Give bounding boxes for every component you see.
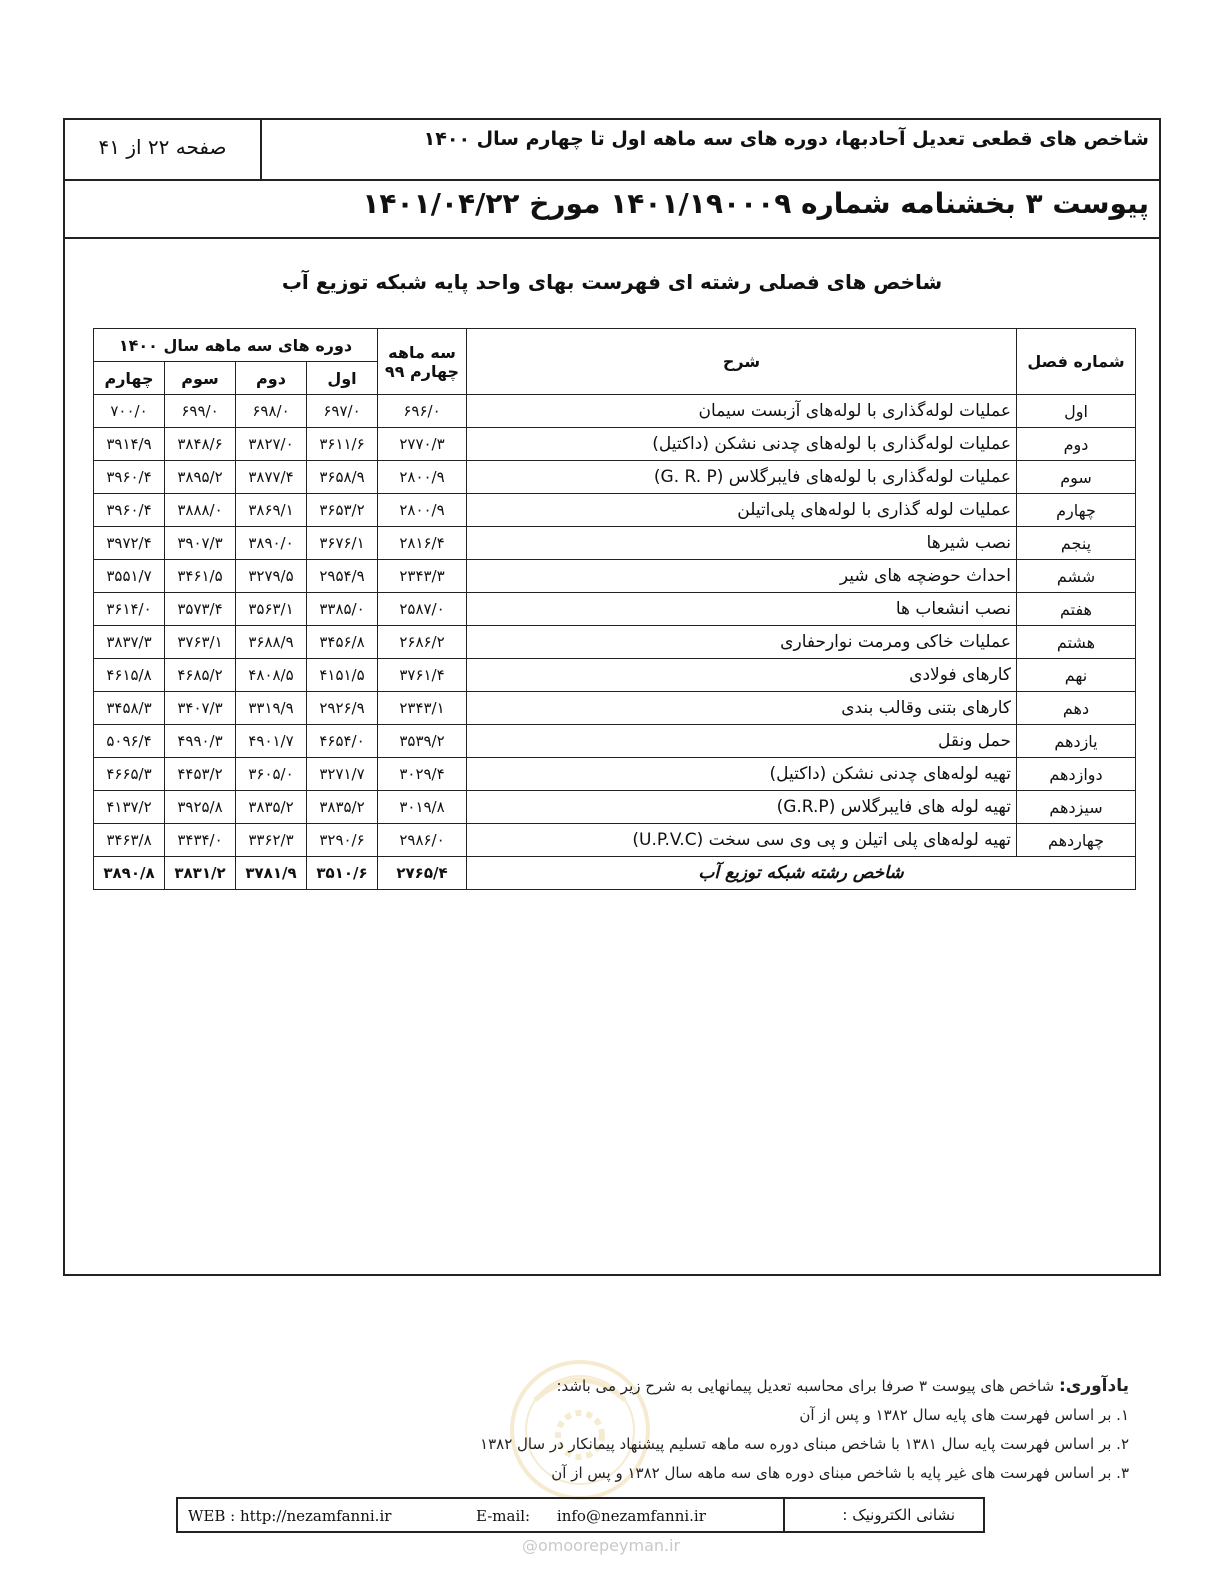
q2-cell: ۶۹۸/۰ <box>236 395 307 428</box>
q4-cell: ۳۴۵۸/۳ <box>94 692 165 725</box>
table-row <box>94 395 1136 428</box>
q4-99-cell: ۳۰۱۹/۸ <box>378 791 467 824</box>
q4-99-cell: ۲۵۸۷/۰ <box>378 593 467 626</box>
q2-cell: ۳۸۳۵/۲ <box>236 791 307 824</box>
q2-cell: ۳۸۲۷/۰ <box>236 428 307 461</box>
col-group-1400: دوره های سه ماهه سال ۱۴۰۰ <box>94 329 378 362</box>
q3-cell: ۳۴۶۱/۵ <box>165 560 236 593</box>
q4-99-cell: ۲۷۷۰/۳ <box>378 428 467 461</box>
q1-cell: ۳۶۷۶/۱ <box>307 527 378 560</box>
q3-cell: ۴۴۵۳/۲ <box>165 758 236 791</box>
chapter-cell: دهم <box>1017 692 1136 725</box>
description-cell: حمل ونقل <box>467 725 1017 758</box>
col-header-q3: سوم <box>165 362 236 395</box>
table-body <box>94 395 1136 890</box>
q2-cell: ۳۶۰۵/۰ <box>236 758 307 791</box>
table-title: شاخص های فصلی رشته ای فهرست بهای واحد پایه شبکه توزیع آب <box>281 270 943 294</box>
notes-intro: شاخص های پیوست ۳ صرفا برای محاسبه تعدیل پیمانهایی به شرح زیر می باشد: <box>556 1377 1055 1395</box>
total-row <box>94 857 1136 890</box>
chapter-cell: یازدهم <box>1017 725 1136 758</box>
annex-row <box>65 181 1159 239</box>
chapter-cell: پنجم <box>1017 527 1136 560</box>
q1-cell: ۴۶۵۴/۰ <box>307 725 378 758</box>
q3-cell: ۳۴۳۴/۰ <box>165 824 236 857</box>
q4-cell: ۳۹۶۰/۴ <box>94 494 165 527</box>
description-cell: عملیات لوله‌گذاری با لوله‌های فایبرگلاس (G. R. P) <box>467 461 1017 494</box>
q4-99-cell: ۳۰۲۹/۴ <box>378 758 467 791</box>
col-header-q4: چهارم <box>94 362 165 395</box>
description-cell: نصب انشعاب ها <box>467 593 1017 626</box>
q3-cell: ۳۹۰۷/۳ <box>165 527 236 560</box>
q4-cell: ۳۴۶۳/۸ <box>94 824 165 857</box>
q2-cell: ۳۳۶۲/۳ <box>236 824 307 857</box>
watermark-url: @omoorepeyman.ir <box>522 1536 681 1555</box>
q2-cell: ۳۲۷۹/۵ <box>236 560 307 593</box>
index-table <box>93 328 1136 890</box>
q4-cell: ۴۶۶۵/۳ <box>94 758 165 791</box>
chapter-cell: چهارم <box>1017 494 1136 527</box>
q4-99-cell: ۲۳۴۳/۱ <box>378 692 467 725</box>
q4-cell: ۴۱۳۷/۲ <box>94 791 165 824</box>
q2-cell: ۴۸۰۸/۵ <box>236 659 307 692</box>
q4-99-cell: ۲۶۸۶/۲ <box>378 626 467 659</box>
total-description-cell: شاخص رشته شبکه توزیع آب <box>467 857 1136 890</box>
chapter-cell: هفتم <box>1017 593 1136 626</box>
chapter-cell: اول <box>1017 395 1136 428</box>
total-q3-cell: ۳۸۳۱/۲ <box>165 857 236 890</box>
q2-cell: ۳۸۷۷/۴ <box>236 461 307 494</box>
q2-cell: ۴۹۰۱/۷ <box>236 725 307 758</box>
description-cell: نصب شیرها <box>467 527 1017 560</box>
q1-cell: ۳۶۵۳/۲ <box>307 494 378 527</box>
q2-cell: ۳۶۸۸/۹ <box>236 626 307 659</box>
q2-cell: ۳۳۱۹/۹ <box>236 692 307 725</box>
col-header-q2: دوم <box>236 362 307 395</box>
q4-cell: ۳۸۳۷/۳ <box>94 626 165 659</box>
table-row <box>94 725 1136 758</box>
total-q1-cell: ۳۵۱۰/۶ <box>307 857 378 890</box>
q3-cell: ۳۹۲۵/۸ <box>165 791 236 824</box>
q4-cell: ۳۹۶۰/۴ <box>94 461 165 494</box>
q4-cell: ۳۹۱۴/۹ <box>94 428 165 461</box>
col-header-chapter: شماره فصل <box>1017 329 1136 395</box>
q4-cell: ۳۶۱۴/۰ <box>94 593 165 626</box>
table-row <box>94 560 1136 593</box>
page-frame <box>63 118 1161 1276</box>
footer-email-label: E-mail: <box>476 1507 531 1525</box>
description-cell: عملیات خاکی ومرمت نوارحفاری <box>467 626 1017 659</box>
description-cell: کارهای فولادی <box>467 659 1017 692</box>
q4-99-cell: ۲۳۴۳/۳ <box>378 560 467 593</box>
q3-cell: ۳۸۸۸/۰ <box>165 494 236 527</box>
description-cell: تهیه لوله‌های چدنی نشکن (داکتیل) <box>467 758 1017 791</box>
chapter-cell: ششم <box>1017 560 1136 593</box>
table-row <box>94 626 1136 659</box>
q4-cell: ۳۹۷۲/۴ <box>94 527 165 560</box>
q1-cell: ۴۱۵۱/۵ <box>307 659 378 692</box>
q4-cell: ۳۵۵۱/۷ <box>94 560 165 593</box>
q2-cell: ۳۸۹۰/۰ <box>236 527 307 560</box>
table-row <box>94 824 1136 857</box>
table-row <box>94 461 1136 494</box>
description-cell: عملیات لوله‌گذاری با لوله‌های آزبست سیمان <box>467 395 1017 428</box>
q4-99-cell: ۳۷۶۱/۴ <box>378 659 467 692</box>
chapter-cell: چهاردهم <box>1017 824 1136 857</box>
q4-99-cell: ۲۹۸۶/۰ <box>378 824 467 857</box>
notes-intro-line <box>380 1372 1129 1401</box>
table-row <box>94 758 1136 791</box>
q3-cell: ۴۶۸۵/۲ <box>165 659 236 692</box>
chapter-cell: نهم <box>1017 659 1136 692</box>
description-cell: عملیات لوله‌گذاری با لوله‌های چدنی نشکن (داکتیل) <box>467 428 1017 461</box>
note-item-3: ۳. بر اساس فهرست های غیر پایه با شاخص مبنای دوره های سه ماهه سال ۱۳۸۲ و پس از آن <box>551 1464 1129 1482</box>
q1-cell: ۲۹۲۶/۹ <box>307 692 378 725</box>
q1-cell: ۳۸۳۵/۲ <box>307 791 378 824</box>
table-row <box>94 527 1136 560</box>
table-row <box>94 428 1136 461</box>
table-row <box>94 659 1136 692</box>
q3-cell: ۳۸۹۵/۲ <box>165 461 236 494</box>
q4-cell: ۴۶۱۵/۸ <box>94 659 165 692</box>
footer-email-link[interactable]: info@nezamfanni.ir <box>556 1507 706 1525</box>
table-row <box>94 593 1136 626</box>
q3-cell: ۳۴۰۷/۳ <box>165 692 236 725</box>
table-row <box>94 791 1136 824</box>
q2-cell: ۳۸۶۹/۱ <box>236 494 307 527</box>
q1-cell: ۳۲۹۰/۶ <box>307 824 378 857</box>
note-item-1: ۱. بر اساس فهرست های پایه سال ۱۳۸۲ و پس از آن <box>799 1406 1129 1424</box>
q1-cell: ۳۶۱۱/۶ <box>307 428 378 461</box>
header-row <box>65 120 1159 181</box>
chapter-cell: سوم <box>1017 461 1136 494</box>
description-cell: تهیه لوله های فایبرگلاس (G.R.P) <box>467 791 1017 824</box>
q3-cell: ۳۵۷۳/۴ <box>165 593 236 626</box>
annex-title: پیوست ۳ بخشنامه شماره ۱۴۰۱/۱۹۰۰۰۹ مورخ ۱۴۰۱/۰۴/۲۲ <box>362 187 1149 220</box>
q1-cell: ۶۹۷/۰ <box>307 395 378 428</box>
notes-block <box>380 1372 1129 1488</box>
page-number: صفحه ۲۲ از ۴۱ <box>65 120 262 179</box>
footer-box <box>176 1497 985 1533</box>
chapter-cell: هشتم <box>1017 626 1136 659</box>
q1-cell: ۳۲۷۱/۷ <box>307 758 378 791</box>
footer-email <box>454 1507 706 1525</box>
total-q4-cell: ۳۸۹۰/۸ <box>94 857 165 890</box>
q3-cell: ۳۸۴۸/۶ <box>165 428 236 461</box>
chapter-cell: سیزدهم <box>1017 791 1136 824</box>
q4-99-cell: ۲۸۰۰/۹ <box>378 494 467 527</box>
col-header-q1: اول <box>307 362 378 395</box>
q1-cell: ۳۳۸۵/۰ <box>307 593 378 626</box>
q1-cell: ۳۴۵۶/۸ <box>307 626 378 659</box>
footer-label: نشانی الکترونیک : <box>783 1499 983 1531</box>
q1-cell: ۲۹۵۴/۹ <box>307 560 378 593</box>
footer-web-link[interactable]: WEB : http://nezamfanni.ir <box>188 1507 392 1525</box>
chapter-cell: دوم <box>1017 428 1136 461</box>
table-row <box>94 692 1136 725</box>
description-cell: تهیه لوله‌های پلی اتیلن و پی وی سی سخت (U.P.V.C) <box>467 824 1017 857</box>
header-title: شاخص های قطعی تعدیل آحادبها، دوره های سه ماهه اول تا چهارم سال ۱۴۰۰ <box>423 128 1149 150</box>
notes-label: یادآوری: <box>1058 1376 1129 1396</box>
q4-99-cell: ۳۵۳۹/۲ <box>378 725 467 758</box>
q3-cell: ۶۹۹/۰ <box>165 395 236 428</box>
col-header-description: شرح <box>467 329 1017 395</box>
chapter-cell: دوازدهم <box>1017 758 1136 791</box>
q1-cell: ۳۶۵۸/۹ <box>307 461 378 494</box>
q4-99-cell: ۲۸۱۶/۴ <box>378 527 467 560</box>
col-header-q4-99: سه ماهه چهارم ۹۹ <box>378 329 467 395</box>
q4-cell: ۷۰۰/۰ <box>94 395 165 428</box>
total-q2-cell: ۳۷۸۱/۹ <box>236 857 307 890</box>
q3-cell: ۴۹۹۰/۳ <box>165 725 236 758</box>
description-cell: احداث حوضچه های شیر <box>467 560 1017 593</box>
total-q4-99-cell: ۲۷۶۵/۴ <box>378 857 467 890</box>
q2-cell: ۳۵۶۳/۱ <box>236 593 307 626</box>
q4-99-cell: ۶۹۶/۰ <box>378 395 467 428</box>
table-row <box>94 494 1136 527</box>
q4-99-cell: ۲۸۰۰/۹ <box>378 461 467 494</box>
q4-cell: ۵۰۹۶/۴ <box>94 725 165 758</box>
q3-cell: ۳۷۶۳/۱ <box>165 626 236 659</box>
note-item-2: ۲. بر اساس فهرست پایه سال ۱۳۸۱ با شاخص مبنای دوره سه ماهه تسلیم پیشنهاد پیمانکار در سال ۱۳۸۲ <box>480 1435 1129 1453</box>
description-cell: عملیات لوله گذاری با لوله‌های پلی‌اتیلن <box>467 494 1017 527</box>
description-cell: کارهای بتنی وقالب بندی <box>467 692 1017 725</box>
